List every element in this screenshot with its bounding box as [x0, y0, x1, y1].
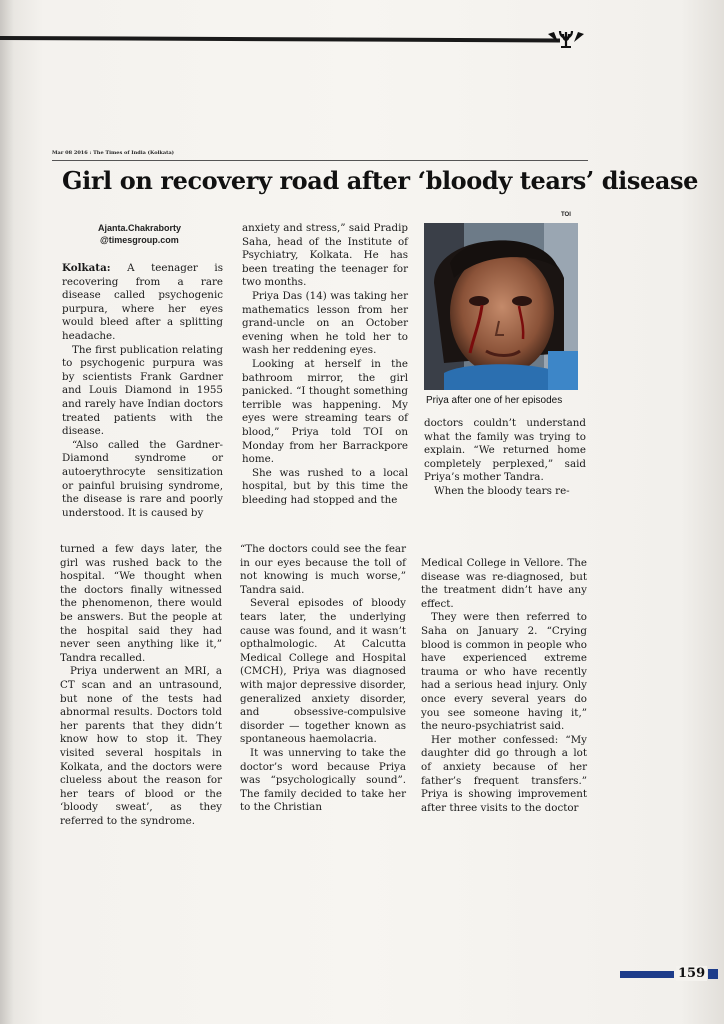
- article-paragraph: [421, 611, 587, 733]
- upper-column-3: [424, 417, 586, 499]
- dateline-rule: [52, 160, 588, 161]
- paragraph-text: Medical College in Vellore. The disease was re-diagnosed, but the treatment didn’t have any effect.: [421, 557, 587, 610]
- emblem-icon: [546, 28, 586, 50]
- dateline: Mar 08 2016 : The Times of India (Kolkata): [52, 150, 175, 156]
- paragraph-text: They were then referred to Saha on January 2. “Crying blood is common in people who have experienced extreme trauma or who have recently had a serious head injury. Only once every several years do you see someone having it,” the neuro-psychiatrist said.: [421, 611, 587, 733]
- paragraph-text: Her mother confessed: “My daughter did go through a lot of anxiety because of her father’s frequent transfers.” Priya is showing improvement after three visits to the doctor: [421, 733, 587, 814]
- article-paragraph: [62, 439, 223, 521]
- article-paragraph: [62, 344, 223, 439]
- paragraph-text: She was rushed to a local hospital, but by this time the bleeding had stopped and the: [242, 466, 408, 506]
- page-number: 159: [678, 966, 706, 981]
- paragraph-text: It was unnerving to take the doctor’s word because Priya was “psychologically sound”. The family decided to take her to the Christian: [240, 746, 406, 814]
- article-paragraph: [421, 557, 587, 611]
- paragraph-text: A teenager is recovering from a rare disease called psychogenic purpura, where her eyes would bleed after a splitting headache.: [62, 262, 223, 342]
- article-paragraph: [421, 734, 587, 816]
- lower-column-2: [240, 543, 406, 815]
- article-photo: [424, 223, 578, 390]
- paragraph-text: Looking at herself in the bathroom mirror, the girl panicked. “I thought something terrible was happening. My eyes were streaming tears of blood,” Priya told TOI on Monday from her Barrackpore home.: [242, 357, 408, 466]
- article-paragraph: [62, 262, 223, 344]
- article-paragraph: [242, 467, 408, 508]
- headline: Girl on recovery road after ‘bloody tears’ disease: [62, 166, 698, 195]
- article-paragraph: [240, 597, 406, 747]
- article-paragraph: [240, 543, 406, 597]
- article-paragraph: [60, 665, 222, 828]
- top-rule: [0, 36, 560, 42]
- photo-caption: Priya after one of her episodes: [426, 395, 563, 406]
- paragraph-text: Priya underwent an MRI, a CT scan and an untrasound, but none of the tests had abnormal results. Doctors told her parents that they didn’t know how to stop it. They visited several hospitals in Kolkata, and the doctors were clueless about the reason for her tears of blood or the ‘bloody sweat’, as they referred to the syndrome.: [60, 665, 222, 827]
- paragraph-text: anxiety and stress,” said Pradip Saha, head of the Institute of Psychiatry, Kolkata. He has been treating the teenager for two months.: [242, 222, 408, 289]
- page-number-bar-left: [620, 971, 674, 978]
- paragraph-text: “The doctors could see the fear in our eyes because the toll of not knowing is much worse,” Tandra said.: [240, 543, 406, 596]
- article-dateline: Kolkata:: [62, 262, 111, 274]
- lower-column-1: [60, 543, 222, 828]
- article-paragraph: [242, 358, 408, 467]
- byline-name: Ajanta.Chakraborty: [98, 223, 182, 233]
- paragraph-text: Priya Das (14) was taking her mathematics lesson from her grand-uncle on an October evening when he told her to wash her reddening eyes.: [242, 289, 408, 357]
- paragraph-text: doctors couldn’t understand what the family was trying to explain. “We returned home completely perplexed,” said Priya’s mother Tandra.: [424, 417, 586, 484]
- article-paragraph: [240, 747, 406, 815]
- upper-column-2: [242, 222, 408, 507]
- paragraph-text: When the bloody tears re-: [434, 484, 570, 497]
- scan-shadow: [0, 0, 14, 1024]
- article-paragraph: [424, 485, 586, 499]
- byline-email: @timesgroup.com: [100, 235, 179, 245]
- paragraph-text: turned a few days later, the girl was rushed back to the hospital. “We thought when the doctors finally witnessed the phenomenon, there would be answers. But the people at the hospital said they had never seen anything like it,” Tandra recalled.: [60, 543, 222, 664]
- page-number-bar-right: [708, 969, 718, 979]
- article-paragraph: [242, 290, 408, 358]
- photo-credit: TOI: [561, 212, 571, 218]
- article-paragraph: [424, 417, 586, 485]
- article-paragraph: [242, 222, 408, 290]
- paragraph-text: “Also called the Gardner-Diamond syndrome or autoerythrocyte sensitization or painful bruising syndrome, the disease is rare and poorly understood. It is caused by: [62, 438, 223, 519]
- lower-column-3: [421, 557, 587, 815]
- paragraph-text: The first publication relating to psychogenic purpura was by scientists Frank Gardner and Louis Diamond in 1955 and rarely have Indian doctors treated patients with the disease.: [62, 343, 223, 438]
- article-paragraph: [60, 543, 222, 665]
- upper-column-1: [62, 262, 223, 520]
- paragraph-text: Several episodes of bloody tears later, the underlying cause was found, and it wasn’t opthalmologic. At Calcutta Medical College and Hospital (CMCH), Priya was diagnosed with major depressive disorder, generalized anxiety disorder, and obsessive-compulsive disorder — together known as spontaneous haemolacria.: [240, 597, 406, 746]
